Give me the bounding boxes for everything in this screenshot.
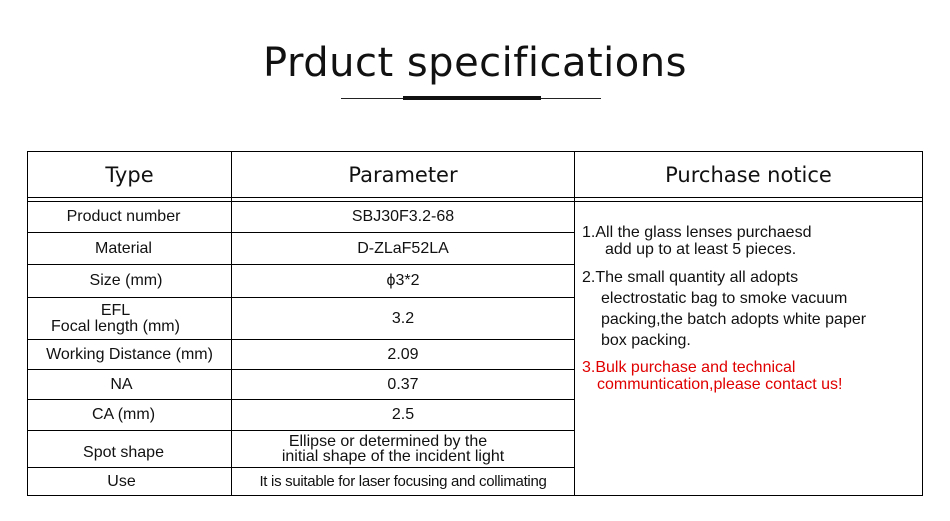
notice-item-2: [582, 267, 917, 351]
value-spot-shape: [232, 431, 574, 467]
value-spot-shape-line2: initial shape of the incident light: [281, 448, 505, 465]
value-use: It is suitable for laser focusing and collimating: [259, 472, 547, 490]
notice-item-3-line1: 3.Bulk purchase and technical: [582, 359, 796, 376]
notice-item-1-line2: add up to at least 5 pieces.: [605, 241, 797, 258]
notice-item-1: [582, 224, 917, 258]
notice-item-2-line2: electrostatic bag to smoke vacuum: [601, 290, 848, 307]
notice-item-3-line2: communtication,please contact us!: [597, 376, 843, 393]
notice-item-2-line1: 2.The small quantity all adopts: [582, 269, 799, 286]
value-working-distance: 2.09: [387, 345, 419, 363]
value-efl: 3.2: [391, 309, 415, 327]
label-ca: CA (mm): [91, 406, 156, 423]
label-efl: [28, 298, 203, 339]
header-parameter: Parameter: [348, 162, 458, 187]
value-size: ϕ3*2: [386, 272, 420, 289]
value-spot-shape-line1: Ellipse or determined by the: [288, 433, 488, 450]
header-divider: [28, 197, 922, 198]
value-material: D-ZLaF52LA: [357, 239, 449, 257]
label-product-number: Product number: [66, 208, 181, 225]
title-underline-accent: [403, 96, 541, 100]
specifications-table: [27, 151, 923, 496]
purchase-notice-text: [582, 224, 917, 395]
column-divider: [574, 152, 575, 495]
label-size: Size (mm): [89, 272, 163, 289]
notice-item-1-line1: 1.All the glass lenses purchaesd: [582, 224, 812, 241]
label-material: Material: [95, 239, 152, 257]
value-ca: 2.5: [391, 406, 415, 423]
value-na: 0.37: [387, 375, 419, 393]
label-working-distance: Working Distance (mm): [46, 345, 213, 363]
label-spot-shape: Spot shape: [83, 444, 164, 461]
label-na: NA: [110, 375, 133, 393]
label-efl-line1: EFL: [100, 301, 131, 319]
notice-item-2-line3: packing,the batch adopts white paper: [601, 311, 867, 328]
label-efl-line2: Focal length (mm): [51, 317, 180, 335]
page-title: Prduct specifications: [263, 40, 687, 86]
header-purchase-notice: Purchase notice: [665, 162, 832, 187]
value-product-number: SBJ30F3.2-68: [351, 208, 455, 225]
header-type: Type: [105, 162, 154, 187]
notice-item-2-line4: box packing.: [601, 332, 691, 349]
notice-item-3: [582, 359, 917, 393]
label-use: Use: [107, 472, 136, 490]
